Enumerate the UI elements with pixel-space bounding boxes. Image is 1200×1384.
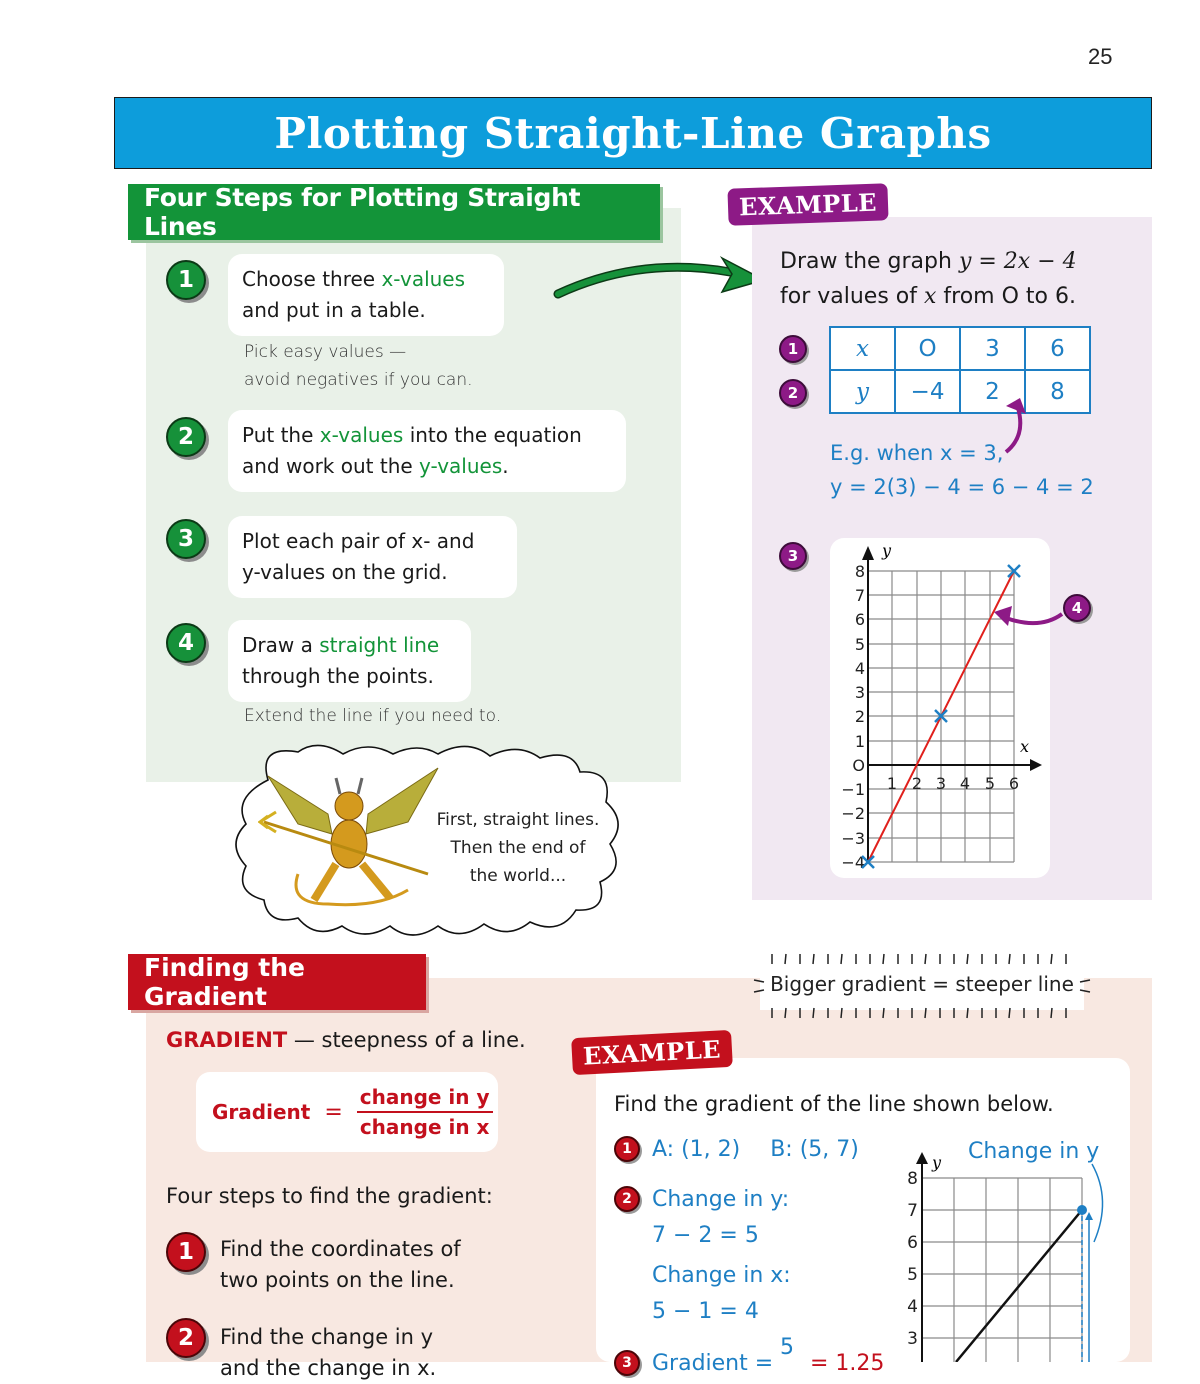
example-tag: EXAMPLE (727, 183, 888, 226)
example-step-badge-3: 3 (779, 542, 807, 570)
cloud-caption (420, 806, 616, 890)
svg-text:O: O (852, 756, 865, 775)
change-in-x-label: Change in x: (652, 1263, 791, 1288)
example-2-badge-1: 1 (614, 1136, 640, 1162)
gradient-step-badge-2: 2 (166, 1318, 206, 1358)
text: Plot each pair of x- and (242, 529, 475, 553)
text: into the equation (403, 423, 582, 447)
table-header-x: x (830, 327, 895, 370)
point-b: B: (5, 7) (770, 1137, 859, 1162)
point-a: A: (1, 2) (652, 1137, 741, 1162)
text: Then the end of (450, 838, 586, 858)
svg-text:3: 3 (935, 774, 947, 793)
table-cell: 3 (960, 327, 1025, 370)
step-badge-3: 3 (166, 519, 206, 559)
table-cell: −4 (895, 370, 960, 413)
svg-text:2: 2 (854, 707, 865, 726)
svg-text:1: 1 (886, 774, 898, 793)
text: and the change in x. (220, 1356, 437, 1380)
svg-text:4: 4 (854, 659, 865, 678)
svg-text:5: 5 (984, 774, 996, 793)
change-in-y-calc: 7 − 2 = 5 (652, 1223, 759, 1248)
text: Draw the graph (780, 249, 959, 274)
step-badge-4: 4 (166, 623, 206, 663)
step-badge-2: 2 (166, 417, 206, 457)
text: from O to 6. (936, 284, 1076, 309)
change-in-y-label: Change in y: (652, 1187, 790, 1212)
example-tag: EXAMPLE (571, 1030, 733, 1075)
svg-text:−4: −4 (841, 853, 865, 872)
text: the world... (469, 866, 567, 886)
example-1-question (780, 244, 1077, 314)
table-cell: 6 (1025, 327, 1090, 370)
equation: y = 2x − 4 (958, 249, 1077, 274)
line-graph-y-2x-4 (836, 540, 1046, 876)
page-number: 25 (1088, 44, 1113, 69)
highlight-x-values: x-values (381, 267, 466, 291)
example-step-badge-2: 2 (779, 379, 807, 407)
denominator: change in x (359, 1115, 490, 1139)
fraction (357, 1085, 493, 1139)
svg-text:y: y (882, 541, 892, 560)
equals-sign: = (324, 1099, 343, 1125)
svg-text:6: 6 (907, 1233, 918, 1253)
highlight-y-values: y-values (419, 454, 503, 478)
text: for values of (780, 284, 924, 309)
keyword: GRADIENT (166, 1028, 288, 1052)
text: E.g. when x = 3, (830, 441, 1004, 465)
gradient-numerator: 5 (780, 1335, 794, 1360)
text: Find the coordinates of (220, 1237, 461, 1261)
example-1-working (830, 436, 1094, 504)
text: Put the (242, 423, 320, 447)
example-step-badge-1: 1 (779, 335, 807, 363)
svg-text:5: 5 (907, 1265, 918, 1285)
step-1-hint (244, 338, 473, 394)
text: Choose three (242, 267, 382, 291)
svg-text:6: 6 (854, 610, 865, 629)
text: Find the change in y (220, 1325, 434, 1349)
change-in-y-annotation: Change in y (968, 1139, 1100, 1164)
curved-arrow-icon (990, 602, 1066, 638)
table-row-x (830, 327, 1090, 370)
highlight-straight-line: straight line (319, 633, 440, 657)
svg-text:−3: −3 (841, 829, 865, 848)
var: x (924, 284, 937, 309)
step-1-box (228, 254, 504, 336)
svg-text:2: 2 (911, 774, 923, 793)
table-row-y (830, 370, 1090, 413)
svg-text:6: 6 (1008, 774, 1020, 793)
gradient-definition (166, 1028, 526, 1052)
steps-intro: Four steps to find the gradient: (166, 1184, 493, 1208)
step-4-box (228, 620, 471, 702)
arrow-to-example-icon (550, 250, 770, 310)
text: two points on the line. (220, 1268, 455, 1292)
svg-text:4: 4 (907, 1297, 918, 1317)
example-step-badge-4: 4 (1063, 594, 1091, 622)
change-in-x-calc: 5 − 1 = 4 (652, 1299, 759, 1324)
gradient-result-label: Gradient = (652, 1351, 774, 1376)
step-badge-1: 1 (166, 260, 206, 300)
page-title: Plotting Straight-Line Graphs (274, 108, 992, 158)
text: and work out the (242, 454, 420, 478)
svg-text:7: 7 (854, 586, 865, 605)
svg-text:7: 7 (907, 1201, 918, 1221)
svg-text:x: x (1020, 737, 1030, 756)
gradient-line-graph (896, 1150, 1126, 1362)
gradient-formula (196, 1072, 498, 1152)
text: y-values on the grid. (242, 560, 448, 584)
text: avoid negatives if you can. (244, 370, 473, 390)
example-2-badge-2: 2 (614, 1186, 640, 1212)
svg-text:−1: −1 (841, 780, 865, 799)
svg-text:y: y (932, 1153, 942, 1172)
step-3-box (228, 516, 517, 598)
text: First, straight lines. (436, 810, 600, 830)
table-header-y: y (830, 370, 895, 413)
text: through the points. (242, 664, 434, 688)
svg-text:3: 3 (854, 683, 865, 702)
section-heading-text: Finding the Gradient (144, 953, 306, 1011)
text: and put in a table. (242, 298, 426, 322)
svg-text:4: 4 (959, 774, 971, 793)
gradient-result: = 1.25 (810, 1351, 885, 1376)
example-2-changes (652, 1182, 791, 1330)
section-heading-text: Four Steps for Plotting Straight Lines (144, 183, 581, 241)
table-cell: 2 (960, 370, 1025, 413)
gradient-step-2 (220, 1322, 436, 1384)
svg-text:8: 8 (854, 562, 865, 581)
example-2-points (652, 1132, 859, 1168)
gradient-step-1 (220, 1234, 461, 1296)
svg-text:3: 3 (907, 1329, 918, 1349)
svg-text:1: 1 (854, 732, 865, 751)
formula-label: Gradient (212, 1100, 311, 1124)
example-2-badge-3: 3 (614, 1350, 640, 1376)
step-2-box (228, 410, 626, 492)
text: — steepness of a line. (287, 1028, 526, 1052)
text: Draw a (242, 633, 320, 657)
svg-text:−2: −2 (841, 804, 865, 823)
value-table (829, 326, 1091, 414)
section-heading-gradient (128, 954, 426, 1010)
callout-text: Bigger gradient = steeper line (770, 972, 1074, 996)
section-heading-plotting (128, 184, 660, 240)
page-title-banner (114, 97, 1152, 169)
text: Pick easy values — (244, 342, 407, 362)
svg-text:5: 5 (854, 635, 865, 654)
table-cell: O (895, 327, 960, 370)
svg-text:8: 8 (907, 1169, 918, 1189)
example-2-question: Find the gradient of the line shown below. (614, 1092, 1054, 1116)
step-4-hint: Extend the line if you need to. (244, 706, 502, 726)
highlight-x-values: x-values (319, 423, 404, 447)
table-cell: 8 (1025, 370, 1090, 413)
gradient-step-badge-1: 1 (166, 1232, 206, 1272)
text: y = 2(3) − 4 = 6 − 4 = 2 (830, 475, 1094, 499)
text: . (502, 454, 509, 478)
numerator: change in y (357, 1085, 493, 1113)
